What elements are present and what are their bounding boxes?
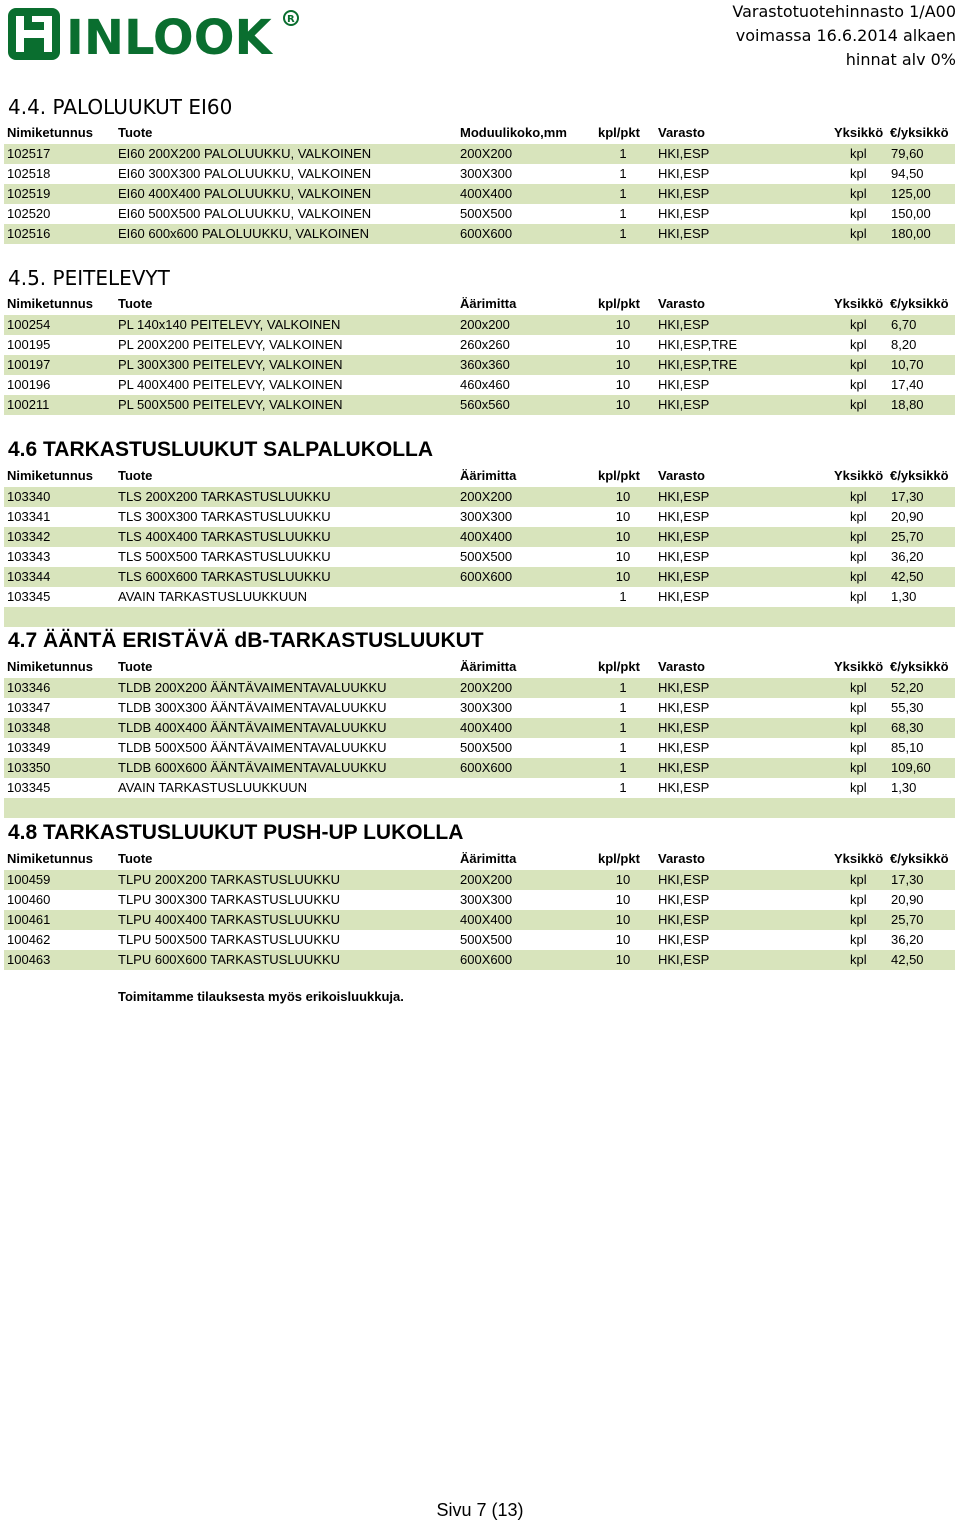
table-cell: HKI,ESP <box>658 549 710 564</box>
table-row <box>4 375 955 395</box>
table-cell: kpl <box>850 932 867 947</box>
column-header: kpl/pkt <box>598 125 640 140</box>
table-row <box>4 395 955 415</box>
table-cell: 1 <box>619 740 627 755</box>
table-cell: 1 <box>619 780 627 795</box>
table-cell: kpl <box>850 397 867 412</box>
table-cell: 125,00 <box>891 186 931 201</box>
table-row <box>4 698 955 718</box>
table-cell: kpl <box>850 317 867 332</box>
table-cell: kpl <box>850 892 867 907</box>
column-header-row <box>4 122 955 144</box>
table-cell: 100195 <box>7 337 51 352</box>
table-cell: PL 300X300 PEITELEVY, VALKOINEN <box>118 357 343 372</box>
table-cell: kpl <box>850 912 867 927</box>
table-row <box>4 910 955 930</box>
table-cell: 100459 <box>7 872 51 887</box>
table-cell: 10 <box>615 529 631 544</box>
table-row <box>4 890 955 910</box>
column-header-row <box>4 848 955 870</box>
table-row <box>4 355 955 375</box>
table-cell: TLDB 400X400 ÄÄNTÄVAIMENTAVALUUKKU <box>118 720 387 735</box>
table-cell: 1,30 <box>891 589 917 604</box>
table-cell: EI60 300X300 PALOLUUKKU, VALKOINEN <box>118 166 372 181</box>
table-cell: TLS 400X400 TARKASTUSLUUKKU <box>118 529 331 544</box>
table-cell: 79,60 <box>891 146 924 161</box>
header-line-2: voimassa 16.6.2014 alkaen <box>735 26 956 45</box>
table-cell: TLS 600X600 TARKASTUSLUUKKU <box>118 569 331 584</box>
header-line-3: hinnat alv 0% <box>845 50 956 69</box>
table-cell: EI60 500X500 PALOLUUKKU, VALKOINEN <box>118 206 372 221</box>
table-cell: EI60 200X200 PALOLUUKKU, VALKOINEN <box>118 146 372 161</box>
page-number: Sivu 7 (13) <box>436 1500 524 1520</box>
brand-text: INLOOK <box>66 10 272 62</box>
table-cell: 1 <box>619 720 627 735</box>
column-header: Yksikkö <box>834 468 884 483</box>
column-header: Nimiketunnus <box>7 125 93 140</box>
column-header: Yksikkö <box>834 851 884 866</box>
table-cell: 10 <box>615 509 631 524</box>
column-header: Nimiketunnus <box>7 468 93 483</box>
table-row <box>4 144 955 164</box>
column-header: Tuote <box>118 468 153 483</box>
table-cell: 460x460 <box>460 377 510 392</box>
section-title: 4.7 ÄÄNTÄ ERISTÄVÄ dB-TARKASTUSLUUKUT <box>8 629 484 652</box>
table-cell: 68,30 <box>891 720 924 735</box>
table-cell: HKI,ESP <box>658 892 710 907</box>
column-header: Tuote <box>118 851 153 866</box>
table-cell: 1 <box>619 589 627 604</box>
table-cell: 10 <box>615 337 631 352</box>
table-cell: HKI,ESP <box>658 932 710 947</box>
table-cell: 103349 <box>7 740 51 755</box>
table-cell: 103346 <box>7 680 51 695</box>
table-cell: 36,20 <box>891 549 924 564</box>
table-cell: 600X600 <box>460 760 513 775</box>
table-cell: 102518 <box>7 166 51 181</box>
table-row <box>4 930 955 950</box>
table-cell: HKI,ESP <box>658 569 710 584</box>
table-cell: HKI,ESP <box>658 680 710 695</box>
table-cell: 103342 <box>7 529 51 544</box>
table-cell: 102520 <box>7 206 51 221</box>
column-header: kpl/pkt <box>598 851 640 866</box>
column-header: Tuote <box>118 296 153 311</box>
table-cell: 109,60 <box>891 760 931 775</box>
table-cell: 400X400 <box>460 529 513 544</box>
table-cell: HKI,ESP <box>658 377 710 392</box>
section-tarkastusluukut-push-up <box>4 818 955 970</box>
table-cell: 17,40 <box>891 377 924 392</box>
table-cell: 1,30 <box>891 780 917 795</box>
table-row <box>4 184 955 204</box>
table-cell: HKI,ESP <box>658 912 710 927</box>
table-cell: 260x260 <box>460 337 510 352</box>
table-cell: 500X500 <box>460 206 513 221</box>
column-header: Nimiketunnus <box>7 296 93 311</box>
table-cell: HKI,ESP <box>658 166 710 181</box>
column-header: Äärimitta <box>460 468 517 483</box>
table-cell: kpl <box>850 529 867 544</box>
column-header: kpl/pkt <box>598 468 640 483</box>
table-cell: 100197 <box>7 357 51 372</box>
column-header: kpl/pkt <box>598 296 640 311</box>
table-cell: 10 <box>615 952 631 967</box>
table-cell: 1 <box>619 146 627 161</box>
table-row <box>4 758 955 778</box>
table-cell: kpl <box>850 549 867 564</box>
table-cell: 102519 <box>7 186 51 201</box>
header-line-1: Varastotuotehinnasto 1/A00 <box>732 2 956 21</box>
section-peitelevyt <box>4 263 955 415</box>
table-cell: HKI,ESP <box>658 146 710 161</box>
section-title: 4.4. PALOLUUKUT EI60 <box>8 95 233 119</box>
table-cell: 103340 <box>7 489 51 504</box>
table-cell: 42,50 <box>891 952 924 967</box>
table-cell: 8,20 <box>891 337 917 352</box>
table-cell: 1 <box>619 186 627 201</box>
column-header: Nimiketunnus <box>7 851 93 866</box>
table-cell: kpl <box>850 952 867 967</box>
table-cell: 17,30 <box>891 489 924 504</box>
table-cell: 102517 <box>7 146 51 161</box>
column-header: Varasto <box>658 851 705 866</box>
table-cell: 200x200 <box>460 317 510 332</box>
table-row <box>4 507 955 527</box>
table-cell: HKI,ESP <box>658 206 710 221</box>
table-cell: 300X300 <box>460 892 513 907</box>
column-header: Nimiketunnus <box>7 659 93 674</box>
table-cell: PL 140x140 PEITELEVY, VALKOINEN <box>118 317 341 332</box>
table-cell: 10 <box>615 892 631 907</box>
column-header: Äärimitta <box>460 659 517 674</box>
table-cell: 10 <box>615 912 631 927</box>
table-cell: 25,70 <box>891 529 924 544</box>
table-cell: 103348 <box>7 720 51 735</box>
table-cell: kpl <box>850 146 867 161</box>
table-cell: 10 <box>615 397 631 412</box>
table-cell: 52,20 <box>891 680 924 695</box>
table-cell: 1 <box>619 226 627 241</box>
table-cell: 6,70 <box>891 317 917 332</box>
section-aanta-eristava <box>4 626 955 818</box>
table-cell: 103341 <box>7 509 51 524</box>
table-cell: 10 <box>615 317 631 332</box>
table-cell: 200X200 <box>460 680 513 695</box>
table-cell: 10 <box>615 377 631 392</box>
table-cell: kpl <box>850 740 867 755</box>
table-cell: HKI,ESP <box>658 397 710 412</box>
column-header-row <box>4 293 955 315</box>
table-cell: 400X400 <box>460 720 513 735</box>
table-cell: HKI,ESP <box>658 952 710 967</box>
table-cell: HKI,ESP <box>658 317 710 332</box>
column-header: €/yksikkö <box>890 851 949 866</box>
table-cell: 10 <box>615 872 631 887</box>
table-cell: PL 200X200 PEITELEVY, VALKOINEN <box>118 337 343 352</box>
document-header <box>732 0 956 72</box>
table-cell: 85,10 <box>891 740 924 755</box>
table-cell: 400X400 <box>460 186 513 201</box>
table-cell: kpl <box>850 357 867 372</box>
table-cell: 500X500 <box>460 740 513 755</box>
table-cell: 103347 <box>7 700 51 715</box>
table-cell: 300X300 <box>460 700 513 715</box>
table-cell: 1 <box>619 760 627 775</box>
column-header: Yksikkö <box>834 125 884 140</box>
table-cell: 100463 <box>7 952 51 967</box>
table-cell: 360x360 <box>460 357 510 372</box>
table-row <box>4 738 955 758</box>
column-header: Tuote <box>118 125 153 140</box>
table-cell: 20,90 <box>891 892 924 907</box>
table-cell: 180,00 <box>891 226 931 241</box>
table-cell: 42,50 <box>891 569 924 584</box>
column-header: €/yksikkö <box>890 125 949 140</box>
table-cell: kpl <box>850 872 867 887</box>
table-cell: kpl <box>850 186 867 201</box>
svg-text:R: R <box>287 14 295 25</box>
table-cell: HKI,ESP <box>658 740 710 755</box>
table-cell: 25,70 <box>891 912 924 927</box>
table-row <box>4 547 955 567</box>
column-header: Yksikkö <box>834 296 884 311</box>
table-cell: 103344 <box>7 569 51 584</box>
table-cell: HKI,ESP <box>658 489 710 504</box>
table-cell: TLDB 200X200 ÄÄNTÄVAIMENTAVALUUKKU <box>118 680 387 695</box>
table-cell: TLPU 300X300 TARKASTUSLUUKKU <box>118 892 341 907</box>
table-cell: TLS 500X500 TARKASTUSLUUKKU <box>118 549 331 564</box>
table-cell: 103345 <box>7 780 51 795</box>
table-cell: 200X200 <box>460 489 513 504</box>
table-cell: 150,00 <box>891 206 931 221</box>
table-cell: AVAIN TARKASTUSLUUKKUUN <box>118 589 308 604</box>
table-cell: TLS 200X200 TARKASTUSLUUKKU <box>118 489 331 504</box>
table-cell: 36,20 <box>891 932 924 947</box>
table-cell: HKI,ESP <box>658 509 710 524</box>
table-cell: kpl <box>850 680 867 695</box>
table-cell: 103343 <box>7 549 51 564</box>
table-cell: 103345 <box>7 589 51 604</box>
table-cell: 10 <box>615 489 631 504</box>
table-cell: HKI,ESP <box>658 720 710 735</box>
table-cell: kpl <box>850 337 867 352</box>
table-cell: kpl <box>850 760 867 775</box>
table-cell: 18,80 <box>891 397 924 412</box>
table-cell: AVAIN TARKASTUSLUUKKUUN <box>118 780 308 795</box>
column-header: €/yksikkö <box>890 659 949 674</box>
table-cell: 200X200 <box>460 872 513 887</box>
table-cell: 10 <box>615 932 631 947</box>
table-row <box>4 678 955 698</box>
column-header: Äärimitta <box>460 851 517 866</box>
table-cell: TLDB 500X500 ÄÄNTÄVAIMENTAVALUUKKU <box>118 740 387 755</box>
table-cell: 600X600 <box>460 952 513 967</box>
table-cell: 1 <box>619 700 627 715</box>
table-cell: 300X300 <box>460 166 513 181</box>
table-spacer-row <box>4 798 955 818</box>
special-order-note: Toimitamme tilauksesta myös erikoisluukkuja. <box>118 989 404 1004</box>
table-cell: HKI,ESP <box>658 872 710 887</box>
table-cell: 100254 <box>7 317 51 332</box>
table-row <box>4 587 955 607</box>
table-cell: HKI,ESP <box>658 186 710 201</box>
table-cell: 100460 <box>7 892 51 907</box>
table-cell: 10 <box>615 549 631 564</box>
column-header-row <box>4 465 955 487</box>
table-cell: 17,30 <box>891 872 924 887</box>
table-spacer-row <box>4 607 955 627</box>
section-paloluukut <box>4 92 955 244</box>
table-cell: TLPU 600X600 TARKASTUSLUUKKU <box>118 952 341 967</box>
table-row <box>4 487 955 507</box>
table-cell: 100462 <box>7 932 51 947</box>
column-header: kpl/pkt <box>598 659 640 674</box>
section-title: 4.5. PEITELEVYT <box>8 266 170 290</box>
section-tarkastusluukut-salpalukolla <box>4 435 955 627</box>
table-cell: 94,50 <box>891 166 924 181</box>
table-row <box>4 527 955 547</box>
column-header: Varasto <box>658 659 705 674</box>
table-row <box>4 204 955 224</box>
table-cell: PL 400X400 PEITELEVY, VALKOINEN <box>118 377 343 392</box>
table-cell: 600X600 <box>460 569 513 584</box>
column-header: Varasto <box>658 125 705 140</box>
table-cell: HKI,ESP <box>658 760 710 775</box>
table-cell: 100196 <box>7 377 51 392</box>
table-cell: kpl <box>850 166 867 181</box>
table-cell: TLPU 400X400 TARKASTUSLUUKKU <box>118 912 341 927</box>
table-cell: HKI,ESP <box>658 589 710 604</box>
table-cell: EI60 400X400 PALOLUUKKU, VALKOINEN <box>118 186 372 201</box>
table-cell: kpl <box>850 377 867 392</box>
table-cell: 200X200 <box>460 146 513 161</box>
section-title: 4.8 TARKASTUSLUUKUT PUSH-UP LUKOLLA <box>8 821 464 844</box>
column-header: Moduulikoko,mm <box>460 125 567 140</box>
table-cell: kpl <box>850 509 867 524</box>
table-cell: 300X300 <box>460 509 513 524</box>
table-cell: 55,30 <box>891 700 924 715</box>
table-cell: 10 <box>615 569 631 584</box>
column-header-row <box>4 656 955 678</box>
table-cell: 560x560 <box>460 397 510 412</box>
table-row <box>4 870 955 890</box>
column-header: €/yksikkö <box>890 296 949 311</box>
table-cell: kpl <box>850 569 867 584</box>
table-cell: 1 <box>619 166 627 181</box>
logo-graphic <box>8 6 300 62</box>
column-header: Yksikkö <box>834 659 884 674</box>
table-cell: 102516 <box>7 226 51 241</box>
table-cell: TLDB 600X600 ÄÄNTÄVAIMENTAVALUUKKU <box>118 760 387 775</box>
table-cell: 400X400 <box>460 912 513 927</box>
table-cell: 100461 <box>7 912 51 927</box>
table-cell: PL 500X500 PEITELEVY, VALKOINEN <box>118 397 343 412</box>
table-row <box>4 718 955 738</box>
table-cell: kpl <box>850 700 867 715</box>
table-cell: kpl <box>850 589 867 604</box>
column-header: Tuote <box>118 659 153 674</box>
table-row <box>4 567 955 587</box>
table-cell: TLS 300X300 TARKASTUSLUUKKU <box>118 509 331 524</box>
section-title: 4.6 TARKASTUSLUUKUT SALPALUKOLLA <box>8 438 434 461</box>
table-cell: kpl <box>850 720 867 735</box>
table-cell: TLPU 500X500 TARKASTUSLUUKKU <box>118 932 341 947</box>
table-cell: kpl <box>850 489 867 504</box>
table-cell: 100211 <box>7 397 50 412</box>
table-cell: 10,70 <box>891 357 924 372</box>
column-header: Varasto <box>658 296 705 311</box>
table-row <box>4 778 955 798</box>
table-cell: 20,90 <box>891 509 924 524</box>
table-cell: HKI,ESP,TRE <box>658 337 738 352</box>
table-row <box>4 315 955 335</box>
table-cell: 103350 <box>7 760 51 775</box>
table-row <box>4 224 955 244</box>
table-row <box>4 950 955 970</box>
table-cell: kpl <box>850 206 867 221</box>
table-cell: 600X600 <box>460 226 513 241</box>
table-cell: kpl <box>850 226 867 241</box>
table-cell: HKI,ESP <box>658 226 710 241</box>
table-cell: TLPU 200X200 TARKASTUSLUUKKU <box>118 872 341 887</box>
table-row <box>4 335 955 355</box>
table-cell: kpl <box>850 780 867 795</box>
table-cell: TLDB 300X300 ÄÄNTÄVAIMENTAVALUUKKU <box>118 700 387 715</box>
table-cell: HKI,ESP <box>658 780 710 795</box>
table-cell: HKI,ESP,TRE <box>658 357 738 372</box>
column-header: Varasto <box>658 468 705 483</box>
table-cell: HKI,ESP <box>658 529 710 544</box>
table-cell: 1 <box>619 206 627 221</box>
table-cell: 10 <box>615 357 631 372</box>
table-cell: EI60 600x600 PALOLUUKKU, VALKOINEN <box>118 226 369 241</box>
table-cell: 500X500 <box>460 549 513 564</box>
table-cell: HKI,ESP <box>658 700 710 715</box>
table-cell: 500X500 <box>460 932 513 947</box>
column-header: €/yksikkö <box>890 468 949 483</box>
table-cell: 1 <box>619 680 627 695</box>
inlook-logo <box>8 6 300 62</box>
column-header: Äärimitta <box>460 296 517 311</box>
table-row <box>4 164 955 184</box>
